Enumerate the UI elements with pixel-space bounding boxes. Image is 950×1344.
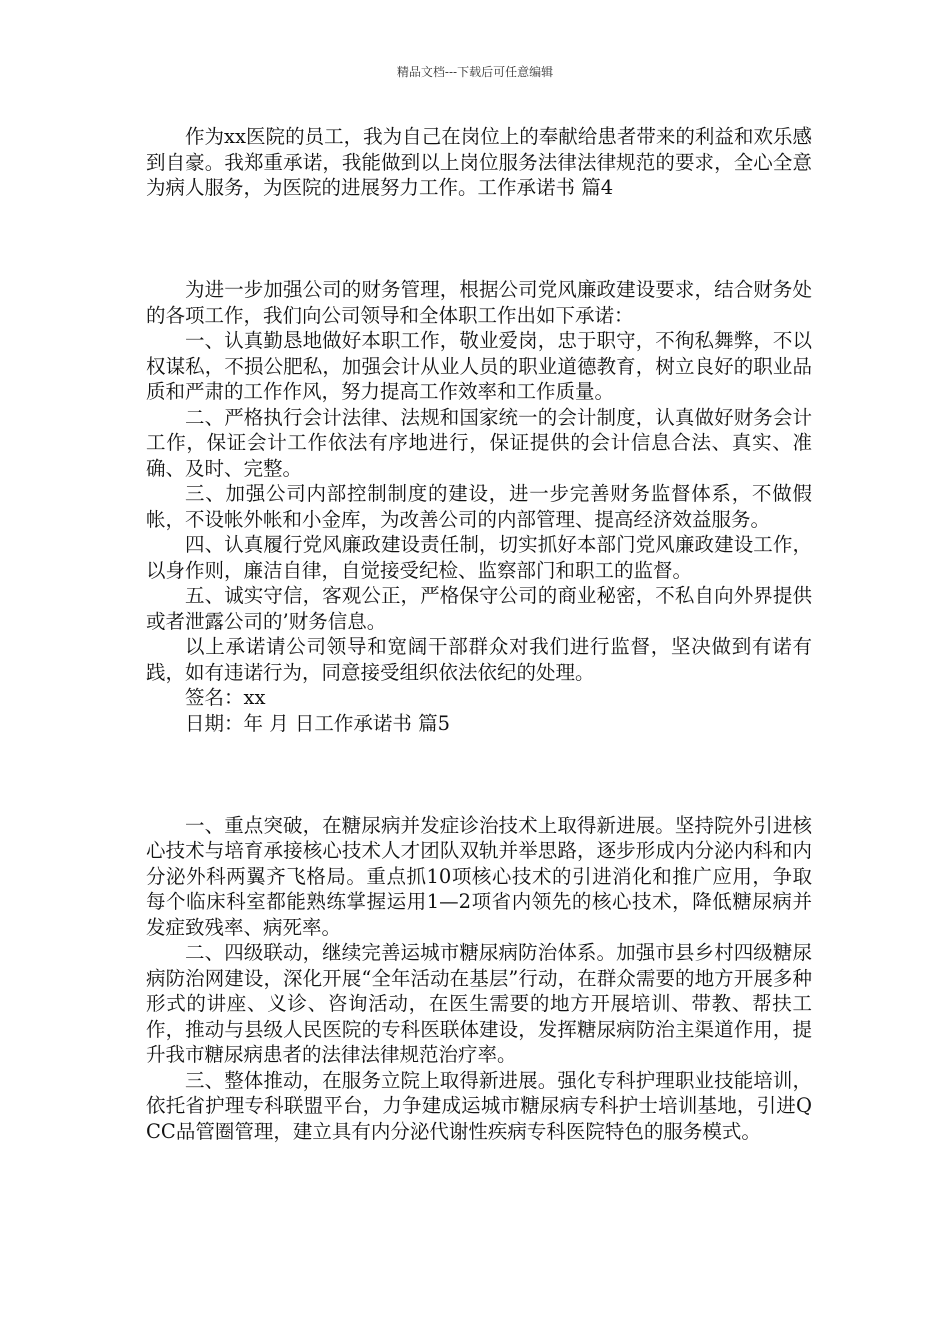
date-line: 日期：年 月 日工作承诺书 篇5 <box>185 711 451 735</box>
paragraph-finance-item-4: 四、认真履行党风廉政建设责任制，切实抓好本部门党风廉政建设工作，以身作则，廉洁自律，自觉接受纪检、监察部门和职工的监督。 <box>146 533 812 582</box>
page-header: 精品文档---下载后可任意编辑 <box>396 65 554 79</box>
paragraph-diabetes-item-3: 三、整体推动，在服务立院上取得新进展。强化专科护理职业技能培训，依托省护理专科联盟平台，力争建成运城市糖尿病专科护士培训基地，引进QCC品管圈管理，建立具有内分泌代谢性疾病专科医院特色的服务模式。 <box>146 1068 812 1143</box>
paragraph-diabetes-item-2: 二、四级联动，继续完善运城市糖尿病防治体系。加强市县乡村四级糖尿病防治网建设，深化开展“全年活动在基层”行动，在群众需要的地方开展多种形式的讲座、义诊、咨询活动，在医生需要的地方开展培训、带教、帮扶工作，推动与县级人民医院的专科医联体建设，发挥糖尿病防治主渠道作用，提升我市糖尿病患者的法律法律规范治疗率。 <box>146 941 812 1066</box>
document-body <box>146 124 812 1144</box>
signature-line: 签名：xx <box>185 686 266 709</box>
paragraph-finance-closing: 以上承诺请公司领导和宽阔干部群众对我们进行监督，坚决做到有诺有践，如有违诺行为，同意接受组织依法依纪的处理。 <box>146 635 812 684</box>
paragraph-finance-item-1: 一、认真勤恳地做好本职工作，敬业爱岗，忠于职守，不徇私舞弊，不以权谋私，不损公肥私，加强会计从业人员的职业道德教育，树立良好的职业品质和严肃的工作作风，努力提高工作效率和工作质量。 <box>146 329 812 403</box>
paragraph-diabetes-item-1: 一、重点突破，在糖尿病并发症诊治技术上取得新进展。坚持院外引进核心技术与培育承接核心技术人才团队双轨并举思路，逐步形成内分泌内科和内分泌外科两翼齐飞格局。重点抓10项核心技术的引进消化和推广应用，争取每个临床科室都能熟练掌握运用1—2项省内领先的核心技术，降低糖尿病并发症致残率、病死率。 <box>146 813 812 939</box>
paragraph-finance-intro: 为进一步加强公司的财务管理，根据公司党风廉政建设要求，结合财务处的各项工作，我们向公司领导和全体职工作出如下承诺： <box>146 278 812 327</box>
blank-gap <box>146 201 812 278</box>
paragraph-hospital-pledge: 作为xx医院的员工，我为自己在岗位上的奉献给患者带来的利益和欢乐感到自豪。我郑重承诺，我能做到以上岗位服务法律法律规范的要求，全心全意为病人服务，为医院的进展努力工作。工作承诺书 篇4 <box>146 125 812 199</box>
paragraph-finance-item-5: 五、诚实守信，客观公正，严格保守公司的商业秘密，不私自向外界提供或者泄露公司的’财务信息。 <box>146 584 812 633</box>
paragraph-finance-item-2: 二、严格执行会计法律、法规和国家统一的会计制度，认真做好财务会计工作，保证会计工作依法有序地进行，保证提供的会计信息合法、真实、准确、及时、完整。 <box>146 405 812 480</box>
paragraph-finance-item-3: 三、加强公司内部控制制度的建设，进一步完善财务监督体系，不做假帐，不设帐外帐和小金库，为改善公司的内部管理、提高经济效益服务。 <box>146 482 812 531</box>
blank-gap <box>146 736 812 813</box>
